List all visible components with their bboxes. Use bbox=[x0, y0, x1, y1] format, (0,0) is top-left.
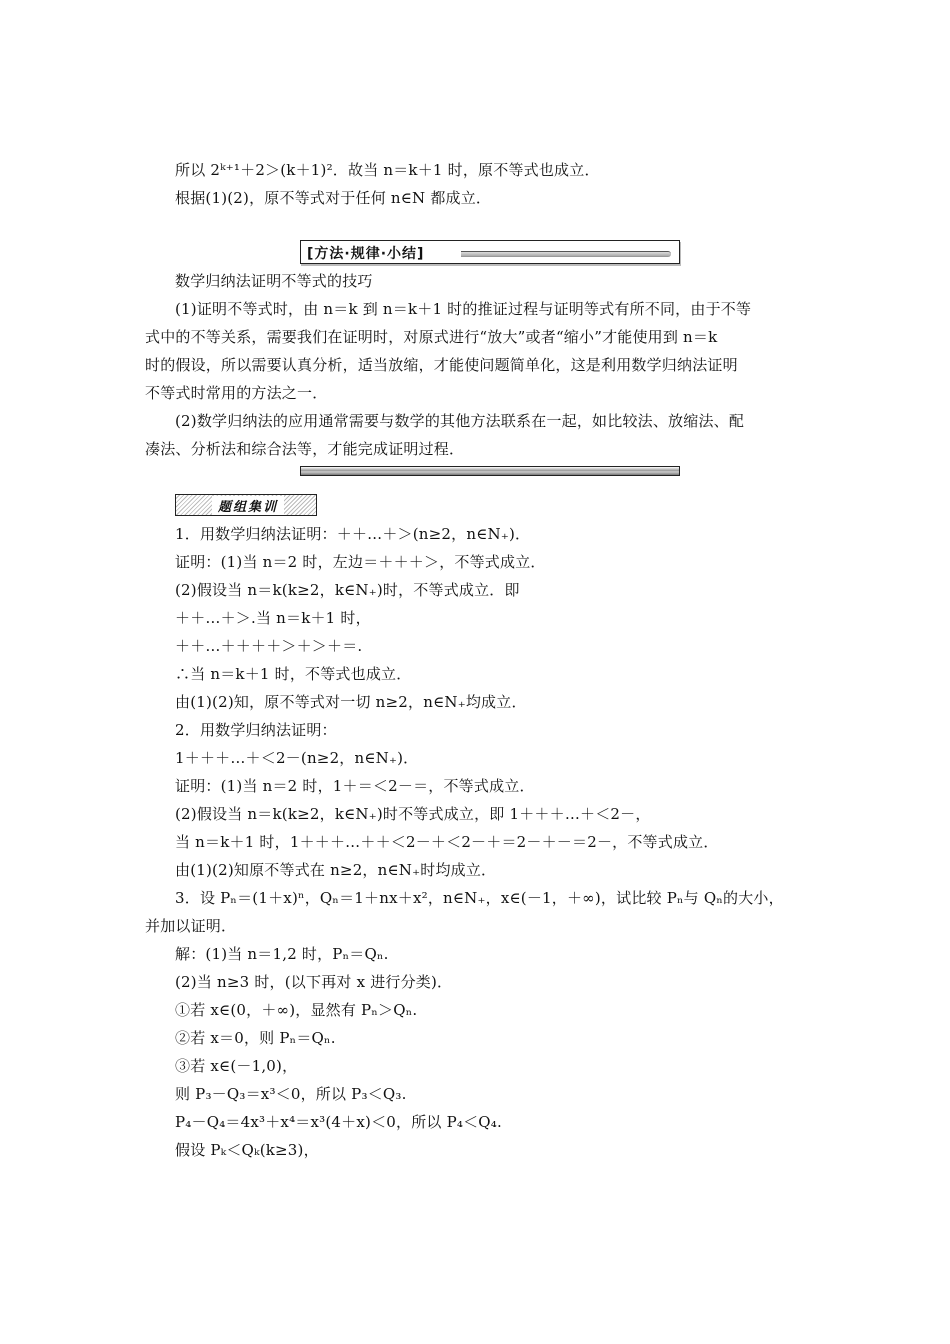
text-line: ③若 x∈(－1,0)， bbox=[175, 1057, 298, 1075]
text-line: 证明：(1)当 n＝2 时，1＋＝＜2－＝，不等式成立． bbox=[175, 777, 535, 795]
method-summary-banner bbox=[300, 240, 680, 264]
text-line: (2)假设当 n＝k(k≥2，k∈N₊)时，不等式成立．即 bbox=[175, 581, 520, 599]
text-line: ②若 x＝0，则 Pₙ＝Qₙ. bbox=[175, 1029, 336, 1047]
text-line: 不等式时常用的方法之一． bbox=[145, 384, 328, 402]
section-end-bar bbox=[300, 466, 680, 476]
text-line: ＋＋…＋＋＋＋＞＋＞＋＝. bbox=[175, 637, 363, 655]
text-line: 由(1)(2)知，原不等式对一切 n≥2，n∈N₊均成立． bbox=[175, 693, 527, 711]
text-line: ①若 x∈(0，＋∞)，显然有 Pₙ＞Qₙ. bbox=[175, 1001, 418, 1019]
text-line: 由(1)(2)知原不等式在 n≥2，n∈N₊时均成立． bbox=[175, 861, 497, 879]
banner-rule bbox=[461, 251, 671, 257]
exercise-group-label: 题组集训 bbox=[212, 496, 284, 515]
text-line: ∴当 n＝k＋1 时，不等式也成立． bbox=[175, 665, 412, 683]
text-line: (2)数学归纳法的应用通常需要与数学的其他方法联系在一起，如比较法、放缩法、配 bbox=[175, 412, 745, 430]
text-line: 当 n＝k＋1 时，1＋＋＋…＋＋＜2－＋＜2－＋＝2－＋－＝2－，不等式成立． bbox=[175, 833, 719, 851]
text-line: (1)证明不等式时，由 n＝k 到 n＝k＋1 时的推证过程与证明等式有所不同，由于不等 bbox=[175, 300, 752, 318]
text-line: 所以 2ᵏ⁺¹＋2＞(k＋1)²．故当 n＝k＋1 时，原不等式也成立． bbox=[175, 161, 600, 179]
text-line: 式中的不等关系，需要我们在证明时，对原式进行“放大”或者“缩小”才能使用到 n＝k bbox=[145, 328, 718, 346]
text-line: 凑法、分析法和综合法等，才能完成证明过程． bbox=[145, 440, 465, 458]
section-heading: 数学归纳法证明不等式的技巧 bbox=[175, 272, 373, 290]
text-line: 时的假设，所以需要认真分析，适当放缩，才能使问题简单化，这是利用数学归纳法证明 bbox=[145, 356, 738, 374]
text-line: 2．用数学归纳法证明： bbox=[175, 721, 337, 739]
text-line: 1．用数学归纳法证明：＋＋…＋＞(n≥2，n∈N₊)． bbox=[175, 525, 531, 543]
text-line: 证明：(1)当 n＝2 时，左边＝＋＋＋＞，不等式成立． bbox=[175, 553, 546, 571]
text-line: 3．设 Pₙ＝(1＋x)ⁿ，Qₙ＝1＋nx＋x²，n∈N₊，x∈(－1，＋∞)，试比较 Pₙ与 Qₙ的大小， bbox=[175, 889, 784, 907]
text-line: (2)假设当 n＝k(k≥2，k∈N₊)时不等式成立，即 1＋＋＋…＋＜2－， bbox=[175, 805, 651, 823]
text-line: ＋＋…＋＞.当 n＝k＋1 时， bbox=[175, 609, 371, 627]
text-line: 则 P₃－Q₃＝x³＜0，所以 P₃＜Q₃. bbox=[175, 1085, 407, 1103]
text-line: 并加以证明． bbox=[145, 917, 237, 935]
text-line: 1＋＋＋…＋＜2－(n≥2，n∈N₊)． bbox=[175, 749, 419, 767]
text-line: 根据(1)(2)，原不等式对于任何 n∈N 都成立． bbox=[175, 189, 492, 207]
text-line: 解：(1)当 n＝1,2 时，Pₙ＝Qₙ. bbox=[175, 945, 389, 963]
text-line: (2)当 n≥3 时，(以下再对 x 进行分类)． bbox=[175, 973, 453, 991]
method-summary-label: [方法·规律·小结] bbox=[307, 246, 425, 262]
text-line: 假设 Pₖ＜Qₖ(k≥3)， bbox=[175, 1141, 319, 1159]
exercise-group-banner bbox=[175, 494, 317, 516]
text-line: P₄－Q₄＝4x³＋x⁴＝x³(4＋x)＜0，所以 P₄＜Q₄. bbox=[175, 1113, 502, 1131]
